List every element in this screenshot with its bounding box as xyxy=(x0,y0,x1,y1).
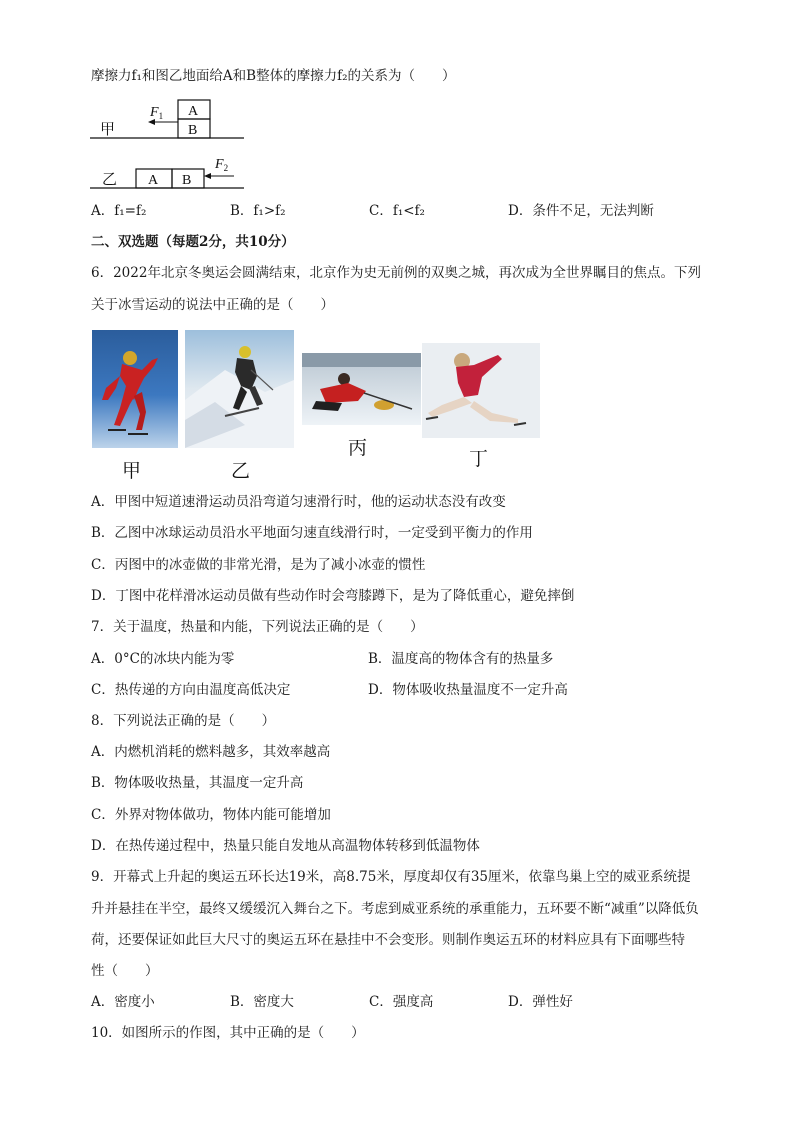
photo-figure-skater xyxy=(422,343,540,438)
q6-option-a: A．甲图中短道速滑运动员沿弯道匀速滑行时，他的运动状态没有改变 xyxy=(91,494,506,510)
q10-stem: 10．如图所示的作图，其中正确的是（ ） xyxy=(91,1025,365,1041)
q6-option-b: B．乙图中冰球运动员沿水平地面匀速直线滑行时，一定受到平衡力的作用 xyxy=(91,525,533,541)
q9-stem-line3: 荷，还要保证如此巨大尺寸的奥运五环在悬挂中不会变形。则制作奥运五环的材料应具有下面哪些特 xyxy=(91,932,685,948)
force2-arrowhead xyxy=(204,173,211,179)
q9-stem-line4: 性（ ） xyxy=(91,963,159,979)
q7-option-c: C．热传递的方向由温度高低决定 xyxy=(91,682,291,698)
caption-bing: 丙 xyxy=(348,437,368,459)
section-title: 二、双选题（每题2分，共10分） xyxy=(91,234,295,250)
q6-option-d: D．丁图中花样滑冰运动员做有些动作时会弯膝蹲下，是为了降低重心，避免摔倒 xyxy=(91,588,575,604)
photo-curling xyxy=(302,353,421,425)
q7-option-b: B．温度高的物体含有的热量多 xyxy=(368,651,554,667)
force2-label: $F_2$ xyxy=(215,157,229,173)
diagram-label-yi: 乙 xyxy=(102,172,118,188)
photo-speed-skater xyxy=(92,330,178,448)
block-a-label: A xyxy=(188,104,199,119)
q5-option-a: A．f₁=f₂ xyxy=(91,203,147,219)
caption-ding: 丁 xyxy=(469,448,489,470)
q8-option-a: A．内燃机消耗的燃料越多，其效率越高 xyxy=(91,744,331,760)
q9-option-a: A．密度小 xyxy=(91,994,155,1010)
q6-stem-line1: 6．2022年北京冬奥运会圆满结束，北京作为史无前例的双奥之城，再次成为全世界瞩目的焦点。下列 xyxy=(91,265,701,281)
q9-stem-line1: 9．开幕式上升起的奥运五环长达19米，高8.75米，厚度却仅有35厘米，依靠鸟巢上空的威亚系统提 xyxy=(91,869,691,885)
q6-stem-line2: 关于冰雪运动的说法中正确的是（ ） xyxy=(91,297,334,313)
q7-stem: 7．关于温度，热量和内能，下列说法正确的是（ ） xyxy=(91,619,424,635)
q8-option-c: C．外界对物体做功，物体内能可能增加 xyxy=(91,807,331,823)
q8-option-b: B．物体吸收热量，其温度一定升高 xyxy=(91,775,304,791)
q9-option-c: C．强度高 xyxy=(369,994,434,1010)
caption-yi: 乙 xyxy=(231,460,251,482)
block-b-label: B xyxy=(188,123,198,138)
q5-option-b: B．f₁>f₂ xyxy=(230,203,286,219)
q7-option-a: A．0°C的冰块内能为零 xyxy=(91,651,235,667)
q6-option-c: C．丙图中的冰壶做的非常光滑，是为了减小冰壶的惯性 xyxy=(91,557,426,573)
q8-stem: 8．下列说法正确的是（ ） xyxy=(91,713,276,729)
force-diagram xyxy=(88,96,258,194)
q7-option-d: D．物体吸收热量温度不一定升高 xyxy=(368,682,568,698)
q5-option-c: C．f₁<f₂ xyxy=(369,203,425,219)
caption-jia: 甲 xyxy=(122,460,142,482)
q9-option-b: B．密度大 xyxy=(230,994,294,1010)
q9-option-d: D．弹性好 xyxy=(508,994,573,1010)
diagram-label-jia: 甲 xyxy=(100,122,116,138)
q5-stem: 摩擦力f₁和图乙地面给A和B整体的摩擦力f₂的关系为（ ） xyxy=(91,68,456,84)
q8-option-d: D．在热传递过程中，热量只能自发地从高温物体转移到低温物体 xyxy=(91,838,480,854)
photo-skier xyxy=(185,330,294,448)
force1-label: $F_1$ xyxy=(150,105,164,121)
q9-stem-line2: 升并悬挂在半空，最终又缓缓沉入舞台之下。考虑到威亚系统的承重能力，五环要不断“减重”以降低负 xyxy=(91,901,699,917)
q5-option-d: D．条件不足，无法判断 xyxy=(508,203,654,219)
block-a-label-yi: A xyxy=(148,173,159,188)
block-b-label-yi: B xyxy=(182,173,192,188)
